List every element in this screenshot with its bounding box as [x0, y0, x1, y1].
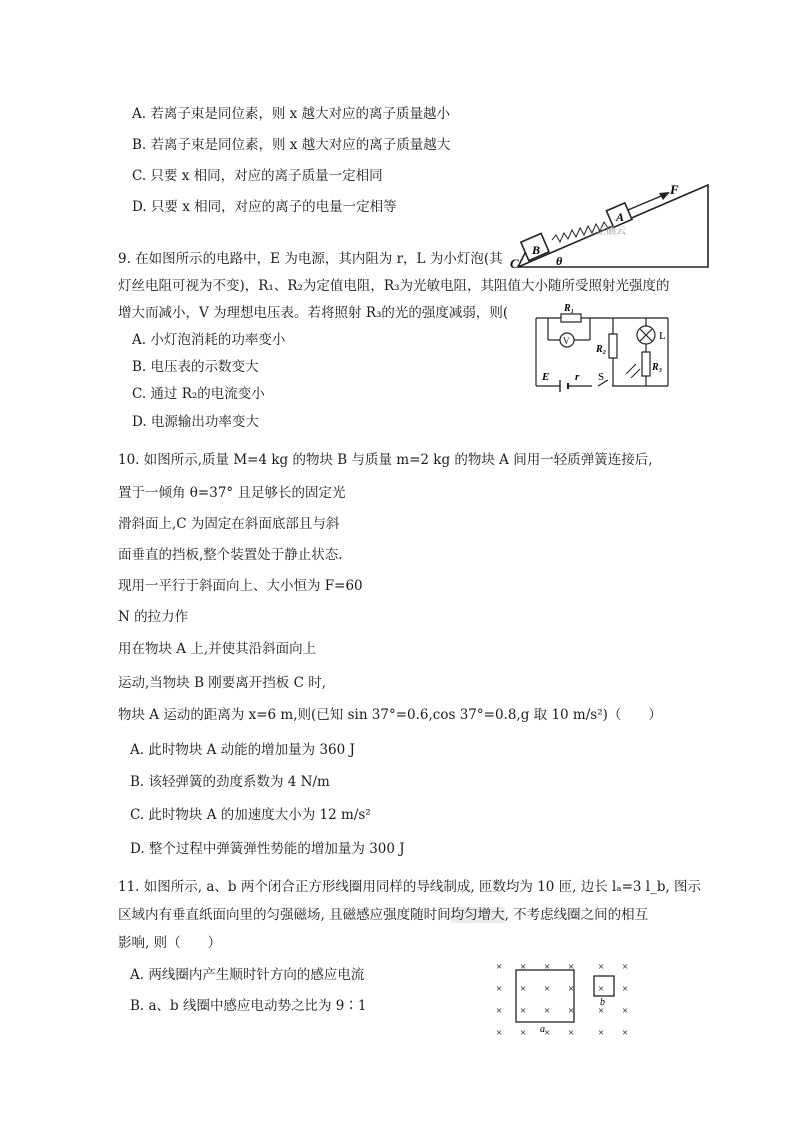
q10-option-b: B. 该轻弹簧的劲度系数为 4 N/m [130, 774, 330, 790]
q11-stem-2a: 区域内有垂直纸面向里的匀强磁场, 且磁感应强度随时间 [118, 907, 451, 923]
label-f: F [670, 182, 679, 197]
label-l: L [659, 330, 666, 342]
label-r2: R₂ [596, 344, 607, 355]
q10-option-c: C. 此时物块 A 的加速度大小为 12 m/s² [130, 807, 371, 823]
field-x-mark: × [496, 961, 503, 973]
field-x-mark: × [520, 1005, 527, 1017]
label-r: r [575, 371, 580, 383]
q9-option-a: A. 小灯泡消耗的功率变小 [132, 332, 286, 348]
field-x-mark: × [520, 983, 527, 995]
resistor-r1 [561, 314, 581, 322]
label-b: B [532, 243, 541, 257]
resistor-r3 [642, 352, 650, 376]
q10-stem-6: N 的拉力作 [118, 609, 189, 625]
label-v: V [563, 336, 570, 346]
field-x-mark: × [520, 961, 527, 973]
q10-stem-3: 滑斜面上,C 为固定在斜面底部且与斜 [118, 516, 340, 532]
q11-stem-2b: , 不考虑线圈之间的相互 [504, 907, 649, 923]
watermark: 正确云 [596, 226, 626, 237]
field-x-mark: × [568, 1027, 575, 1039]
q8-option-a: A. 若离子束是同位素，则 x 越大对应的离子质量越小 [132, 106, 451, 122]
q9-stem-3: 增大而减小，V 为理想电压表。若将照射 R₃的光的强度减弱，则( [118, 305, 509, 321]
q11-stem-3: 影响, 则（ ） [118, 935, 222, 951]
q10-stem-4: 面垂直的挡板,整个装置处于静止状态. [118, 547, 343, 563]
field-x-mark: × [496, 1005, 503, 1017]
field-x-mark: × [622, 961, 629, 973]
incline-figure [508, 182, 713, 272]
q10-stem-2: 置于一倾角 θ=37° 且足够长的固定光 [118, 485, 346, 501]
field-figure [490, 952, 640, 1040]
field-x-mark: × [544, 961, 551, 973]
q9-option-d: D. 电源输出功率变大 [132, 414, 259, 430]
field-x-mark: × [544, 1027, 551, 1039]
label-s: S [598, 371, 605, 383]
resistor-r2 [609, 334, 617, 358]
field-x-mark: × [496, 1027, 503, 1039]
field-x-mark: × [568, 1005, 575, 1017]
field-x-mark: × [622, 983, 629, 995]
field-x-mark: × [568, 983, 575, 995]
field-x-mark: × [496, 983, 503, 995]
label-r1: R₁ [564, 303, 575, 314]
label-e: E [542, 371, 550, 383]
circuit-figure [528, 300, 678, 395]
label-a: A [616, 210, 625, 224]
q10-stem-7: 用在物块 A 上,并使其沿斜面向上 [118, 641, 317, 657]
q10-stem-9: 物块 A 运动的距离为 x=6 m,则(已知 sin 37°=0.6,cos 37°=0.8,g 取 10 m/s²)（ ） [118, 707, 662, 723]
field-x-mark: × [544, 1005, 551, 1017]
q10-stem-5: 现用一平行于斜面向上、大小恒为 F=60 [118, 578, 363, 594]
field-x-mark: × [598, 1027, 605, 1039]
q9-stem-1: 9. 在如图所示的电路中，E 为电源，其内阻为 r，L 为小灯泡(其 [118, 251, 503, 267]
q10-option-a: A. 此时物块 A 动能的增加量为 360 J [130, 742, 355, 758]
q10-option-d: D. 整个过程中弹簧弹性势能的增加量为 300 J [130, 841, 405, 857]
q9-option-b: B. 电压表的示数变大 [132, 359, 259, 375]
field-x-mark: × [544, 983, 551, 995]
label-theta: θ [556, 254, 563, 268]
q11-stem-2 [118, 906, 648, 924]
field-x-mark: × [622, 1027, 629, 1039]
field-x-mark: × [520, 1027, 527, 1039]
label-coil-a: a [540, 1024, 545, 1035]
q8-option-c: C. 只要 x 相同，对应的离子质量一定相同 [132, 168, 383, 184]
label-coil-b: b [600, 997, 605, 1008]
q10-stem-8: 运动,当物块 B 刚要离开挡板 C 时, [118, 675, 326, 691]
q8-option-d: D. 只要 x 相同，对应的离子的电量一定相等 [132, 199, 397, 215]
q11-option-b: B. a、b 线圈中感应电动势之比为 9∶1 [130, 998, 367, 1014]
field-x-mark: × [622, 1005, 629, 1017]
label-r3: R₃ [652, 362, 663, 373]
q11-option-a: A. 两线圈内产生顺时针方向的感应电流 [130, 967, 365, 983]
field-x-mark: × [598, 961, 605, 973]
q11-stem-1: 11. 如图所示, a、b 两个闭合正方形线圈用同样的导线制成, 匝数均为 10 匝, 边长 lₐ=3 l_b, 图示 [118, 879, 702, 895]
field-x-mark: × [598, 983, 605, 995]
q9-stem-2: 灯丝电阻可视为不变)，R₁、R₂为定值电阻，R₃为光敏电阻，其阻值大小随所受照射光强度的 [118, 278, 670, 294]
q10-stem-1: 10. 如图所示,质量 M=4 kg 的物块 B 与质量 m=2 kg 的物块 A 间用一轻质弹簧连接后, [118, 452, 653, 468]
q8-option-b: B. 若离子束是同位素，则 x 越大对应的离子质量越大 [132, 137, 451, 153]
field-x-mark: × [568, 961, 575, 973]
field-x-mark: × [598, 1005, 605, 1017]
label-c: C [510, 256, 519, 271]
q9-option-c: C. 通过 R₂的电流变小 [132, 386, 265, 402]
q11-highlight: 均匀增大 [450, 907, 505, 923]
